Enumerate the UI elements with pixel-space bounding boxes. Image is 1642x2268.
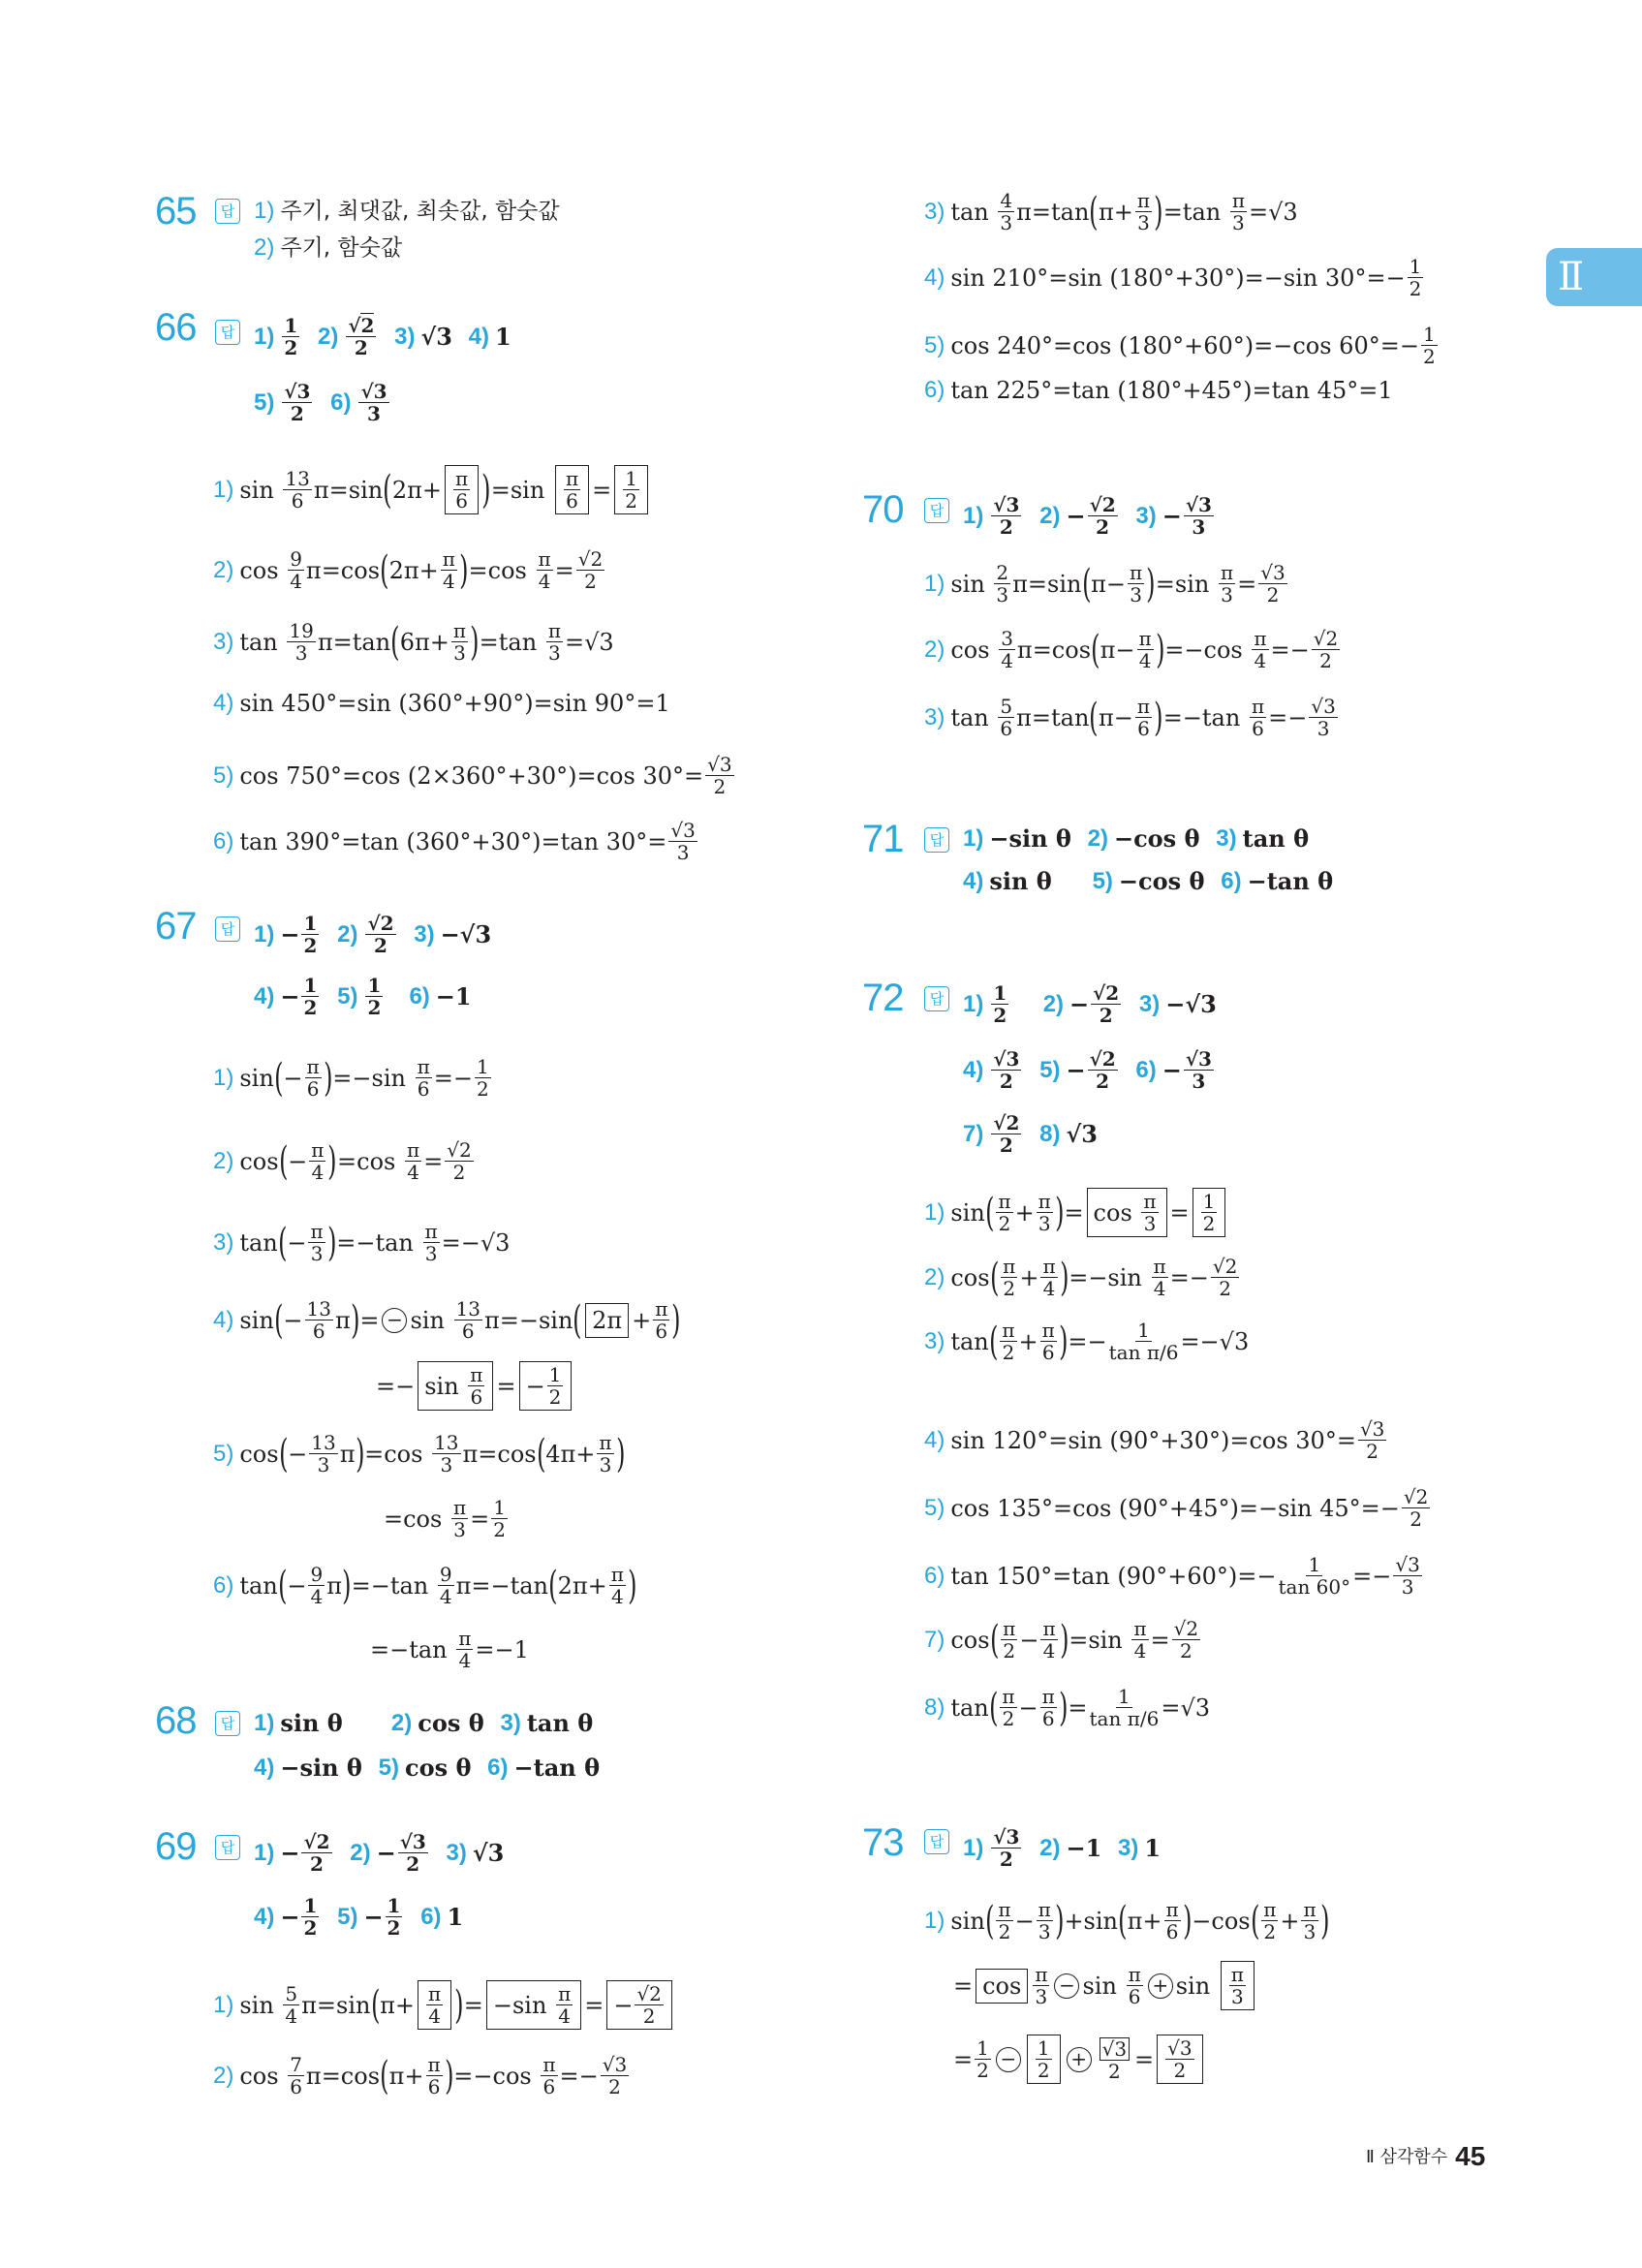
solution-line: 3) tan 19 3 π=tan ( 6π+ π 3 ) =tan π 3 =√3 bbox=[213, 619, 614, 665]
solution-line: 2) cos ( π 2 + π 4 ) =−sin π 4 =− √2 2 bbox=[924, 1255, 1238, 1300]
solution-line: 3) tan ( π 2 + π 6 ) =− 1 tan π/6 =−√3 bbox=[924, 1319, 1250, 1364]
solution-line: 1) sin 13 6 π=sin ( 2π+ π 6 ) =sin π 6 = 1 2 bbox=[213, 465, 651, 514]
chapter-label: Ⅱ 삼각함수 bbox=[1366, 2147, 1448, 2167]
solution-line: 5) cos 135°=cos (90°+45°)=−sin 45°=− √2 2 bbox=[924, 1485, 1429, 1531]
solution-line: 7) cos ( π 2 − π 4 ) =sin π 4 = √2 2 bbox=[924, 1617, 1199, 1662]
solution-line: 1) sin 5 4 π=sin ( π+ π 4 ) = −sin π 4 = − √2 2 bbox=[213, 1980, 675, 2030]
answer-marker: 답 bbox=[924, 827, 949, 853]
answer-line: 1) sin θ 2) cos θ 3) tan θ bbox=[254, 1709, 594, 1737]
solution-line: 6) tan 225°=tan (180°+45°)=tan 45°=1 bbox=[924, 377, 1393, 404]
solution-line: =−tan π 4 =−1 bbox=[370, 1627, 529, 1672]
answer-marker: 답 bbox=[215, 917, 240, 942]
answer-marker: 답 bbox=[215, 1711, 240, 1736]
solution-line: 3) tan 5 6 π=tan ( π− π 6 ) =−tan π 6 =− √3 3 bbox=[924, 695, 1336, 740]
solution-line: 1) sin ( π 2 − π 3 ) +sin ( π+ π 6 ) −cos ( π 2 + π 3 ) bbox=[924, 1898, 1330, 1943]
page-number: 45 bbox=[1455, 2141, 1486, 2171]
solution-line: 6) tan 150°=tan (90°+60°)=− 1 tan 60° =− √3 3 bbox=[924, 1553, 1420, 1599]
solution-line: =− sin π 6 = − 1 2 bbox=[376, 1361, 574, 1411]
solution-line: 4) sin 450°=sin (360°+90°)=sin 90°=1 bbox=[213, 690, 670, 717]
answer-line: 4) √3 2 5) − √2 2 6) − √3 3 bbox=[963, 1047, 1212, 1093]
solution-line: 6) tan ( − 9 4 π ) =−tan 9 4 π=−tan ( 2π+ π 4 ) bbox=[213, 1563, 637, 1608]
answer-line: 1) −sin θ 2) −cos θ 3) tan θ bbox=[963, 824, 1310, 853]
solution-line: 3) tan 4 3 π=tan ( π+ π 3 ) =tan π 3 =√3 bbox=[924, 189, 1298, 234]
solution-line: 6) tan 390°=tan (360°+30°)=tan 30°= √3 3 bbox=[213, 819, 696, 864]
solution-line: 1) sin ( π 2 + π 3 ) = cos π 3 = 1 2 bbox=[924, 1188, 1228, 1237]
solution-line: 4) sin ( − 13 6 π ) = − sin $\frac{13}{6}$ π=−sin ( 2π + π 6 ) bbox=[213, 1297, 681, 1343]
answer-line: 1) √3 2 2) − √2 2 3) − √3 3 bbox=[963, 493, 1212, 539]
answer-line: 1) − √2 2 2) − √3 2 3) √3 bbox=[254, 1830, 505, 1876]
solution-line: 5) cos 750°=cos (2×360°+30°)=cos 30°= √3 2 bbox=[213, 753, 732, 798]
solution-line: 4) sin 210°=sin (180°+30°)=−sin 30°=− 1 2 bbox=[924, 255, 1422, 300]
answer-marker: 답 bbox=[215, 1835, 240, 1860]
answer-line: 5) √3 2 6) √3 3 bbox=[254, 380, 387, 425]
solution-line: 2) cos 7 6 π=cos ( π+ π 6 ) =−cos π 6 =− √3 2 bbox=[213, 2053, 628, 2098]
solution-line: 5) cos ( − 13 3 π ) =cos 13 3 π=cos ( 4π+ π 3 ) bbox=[213, 1431, 626, 1476]
answer-line: 7) √2 2 8) √3 bbox=[963, 1111, 1098, 1157]
solution-line: 4) sin 120°=sin (90°+30°)=cos 30°= √3 2 bbox=[924, 1417, 1385, 1463]
solution-line: = cos π 3 − sin $\frac{\pi}{6}$ + sin π 3 bbox=[953, 1961, 1257, 2010]
solution-line: 5) cos 240°=cos (180°+60°)=−cos 60°=− 1 2 bbox=[924, 323, 1436, 368]
problem-number-73: 73 bbox=[862, 1821, 904, 1864]
problem-number-70: 70 bbox=[862, 488, 904, 531]
solution-line: 8) tan ( π 2 − π 6 ) = 1 tan π/6 =√3 bbox=[924, 1685, 1210, 1730]
answer-line: 2) 주기, 함숫값 bbox=[254, 234, 403, 261]
problem-number-71: 71 bbox=[862, 818, 904, 860]
answer-line: 4) −sin θ 5) cos θ 6) −tan θ bbox=[254, 1754, 601, 1782]
solution-line: 1) sin 2 3 π=sin ( π− π 3 ) =sin π 3 = √3 2 bbox=[924, 561, 1286, 606]
answer-line: 1) 1 2 2) √2 2 3) √3 4) 1 bbox=[254, 314, 511, 359]
problem-number-65: 65 bbox=[155, 190, 197, 233]
page-footer bbox=[1366, 2141, 1485, 2172]
solution-line: 3) tan ( − π 3 ) =−tan π 3 =−√3 bbox=[213, 1220, 511, 1265]
answer-marker: 답 bbox=[215, 199, 240, 224]
answer-line: 1) √3 2 2) −1 3) 1 bbox=[963, 1825, 1162, 1871]
problem-number-68: 68 bbox=[155, 1699, 197, 1742]
answer-marker: 답 bbox=[924, 1829, 949, 1854]
answer-marker: 답 bbox=[215, 320, 240, 345]
problem-number-69: 69 bbox=[155, 1825, 197, 1868]
problem-number-72: 72 bbox=[862, 977, 904, 1019]
answer-marker: 답 bbox=[924, 498, 949, 523]
answer-line: 1) 주기, 최댓값, 최솟값, 함숫값 bbox=[254, 198, 560, 224]
answer-line: 4) − 1 2 5) 1 2 6) −1 bbox=[254, 974, 472, 1019]
answer-marker: 답 bbox=[924, 986, 949, 1011]
solution-line: =cos π 3 = 1 2 bbox=[384, 1496, 506, 1541]
solution-line: = 1 2 − 1 2 + $\frac{√3}{2}$ = √3 2 bbox=[953, 2035, 1206, 2084]
solution-line: 2) cos 9 4 π=cos ( 2π+ π 4 ) =cos π 4 = √2 2 bbox=[213, 547, 604, 593]
solution-line: 1) sin ( − π 6 ) =−sin π 6 =− 1 2 bbox=[213, 1055, 489, 1101]
problem-number-66: 66 bbox=[155, 306, 197, 349]
problem-number-67: 67 bbox=[155, 905, 197, 948]
answer-line: 4) sin θ 5) −cos θ 6) −tan θ bbox=[963, 867, 1334, 895]
chapter-tab: Ⅱ bbox=[1546, 248, 1642, 306]
answer-line: 1) 1 2 2) − √2 2 3) −√3 bbox=[963, 981, 1217, 1027]
solution-line: 2) cos ( − π 4 ) =cos π 4 = √2 2 bbox=[213, 1138, 472, 1184]
answer-line: 4) − 1 2 5) − 1 2 6) 1 bbox=[254, 1894, 464, 1940]
answer-line: 1) − 1 2 2) √2 2 3) −√3 bbox=[254, 912, 492, 957]
solution-line: 2) cos 3 4 π=cos ( π− π 4 ) =−cos π 4 =− √2 2 bbox=[924, 627, 1339, 672]
